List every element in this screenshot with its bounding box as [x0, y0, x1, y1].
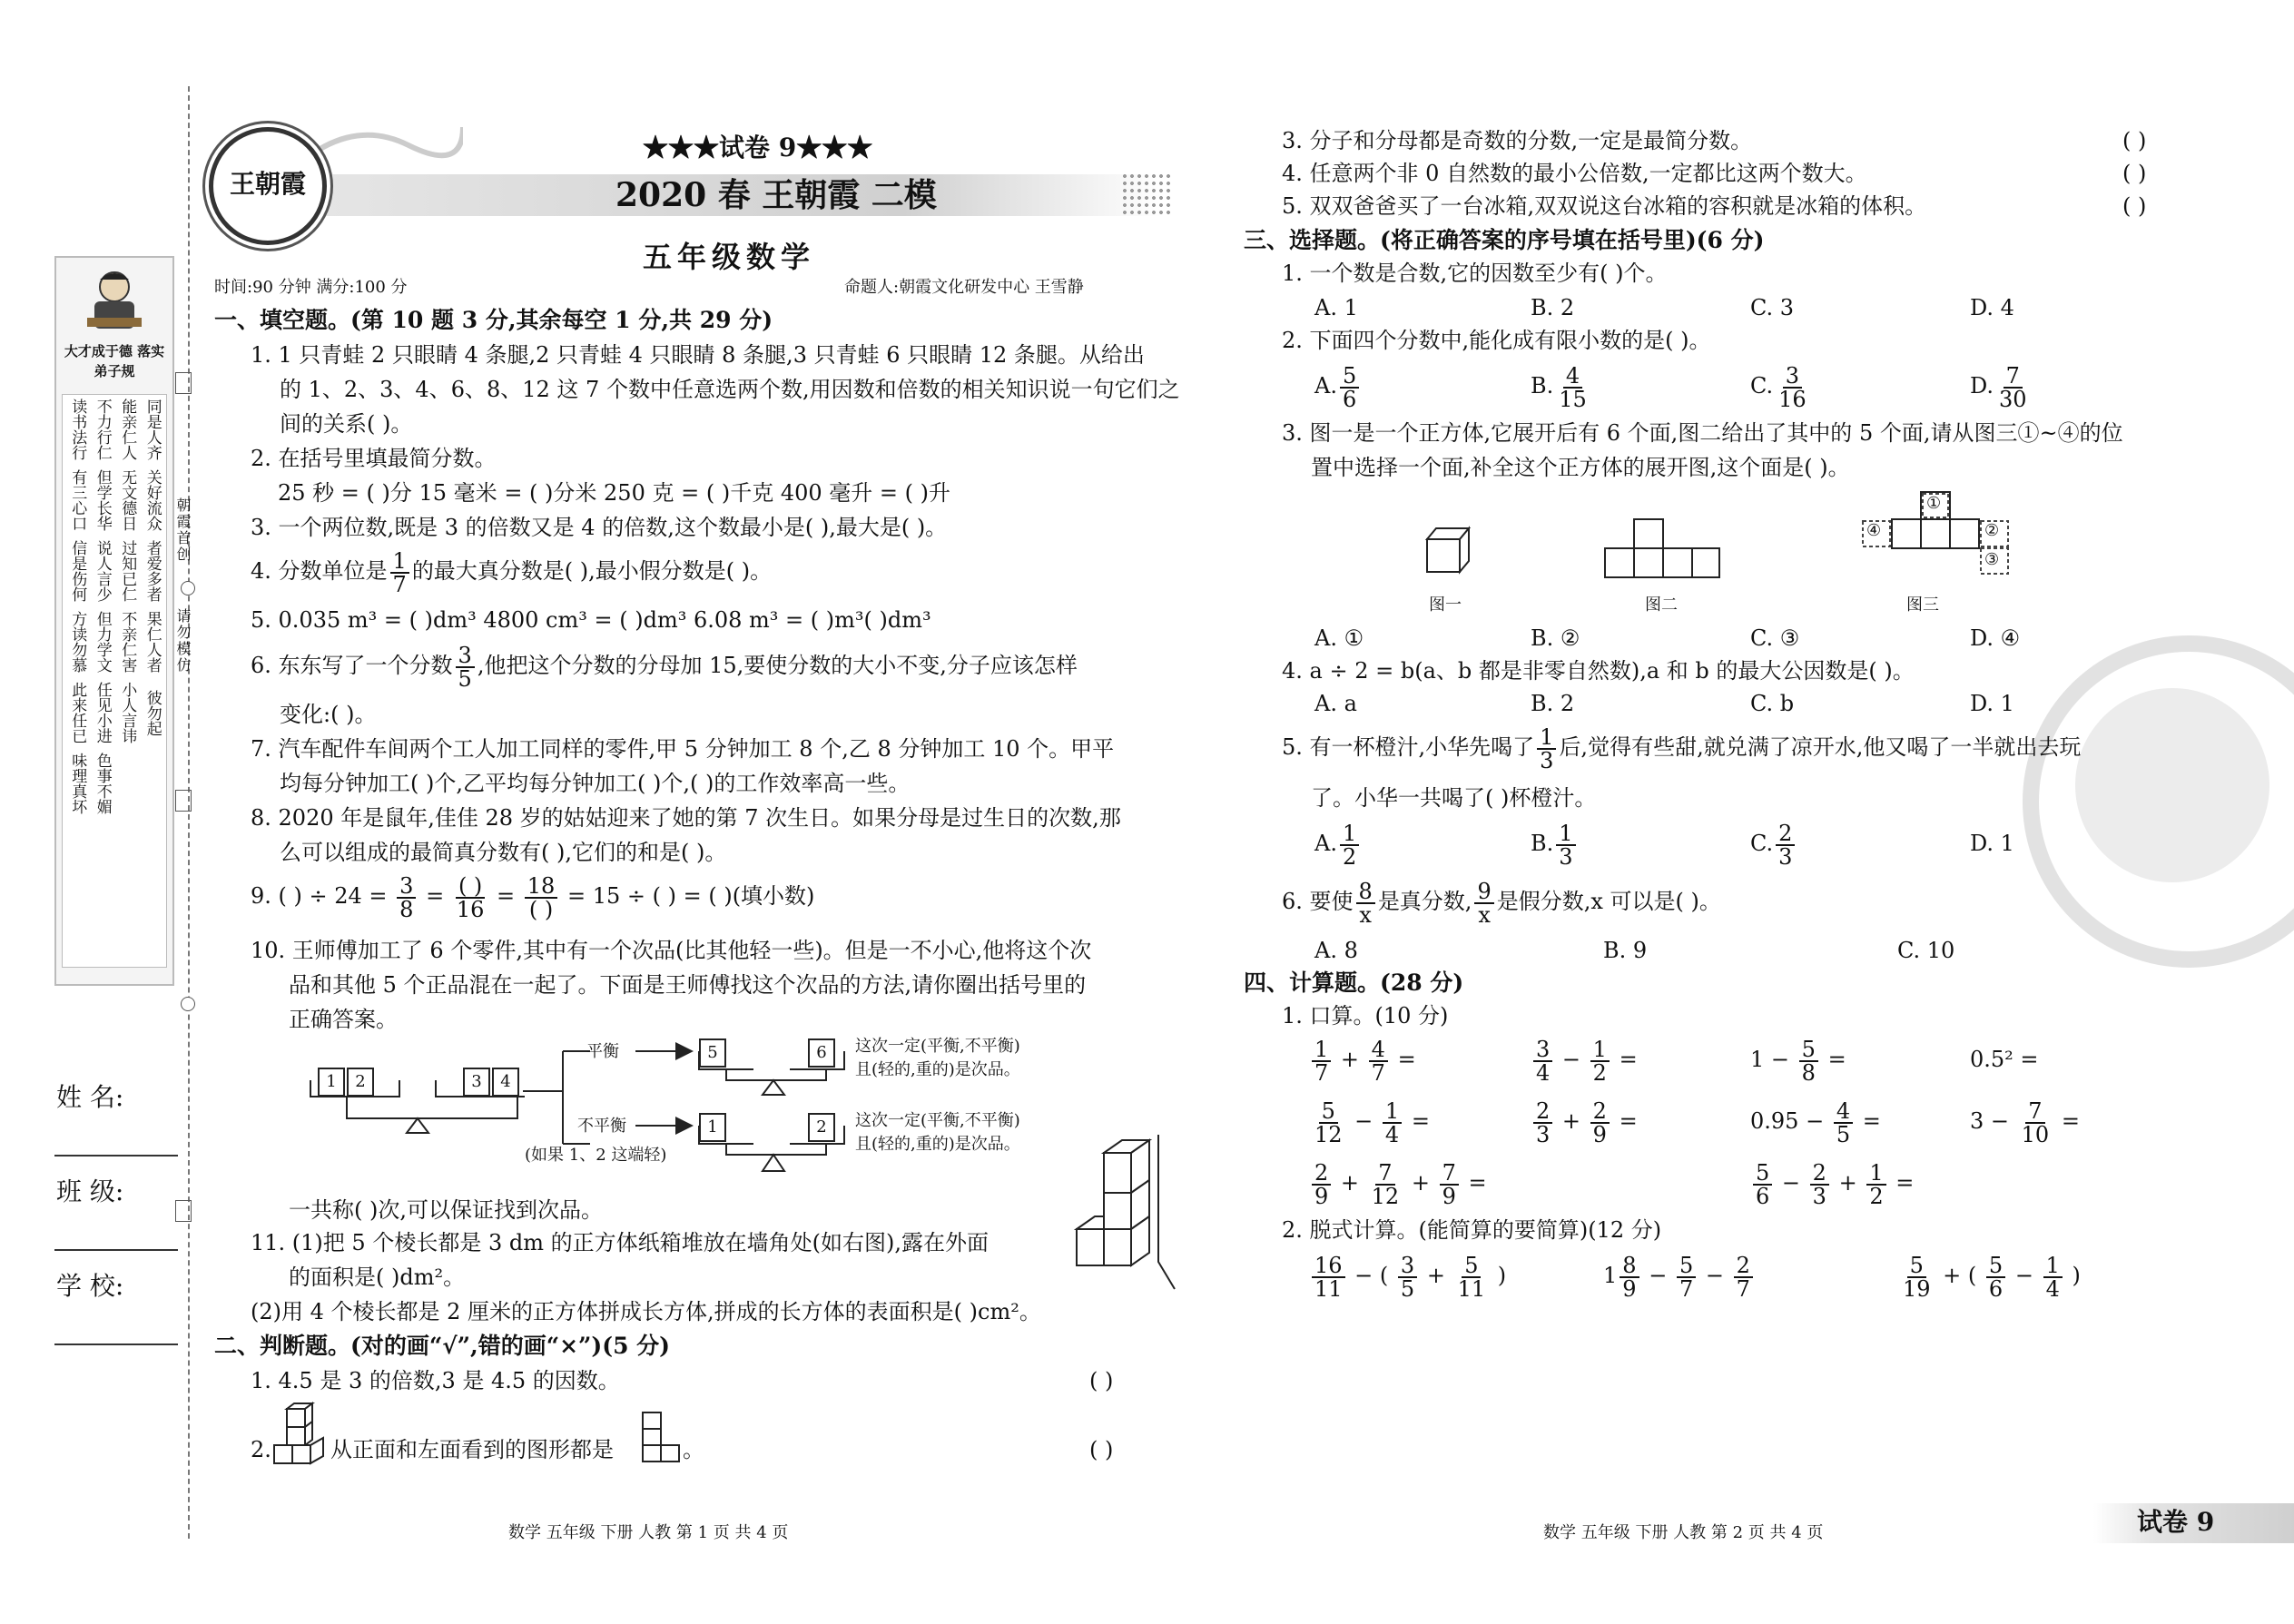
- logo-text: 王朝霞: [229, 169, 306, 199]
- choice-5-line2: 了。小华一共喝了( )杯橙汁。: [1311, 785, 1597, 811]
- vertical-note-1: 朝霞首创: [174, 497, 192, 563]
- judge-2-text: 从正面和左面看到的图形都是: [330, 1437, 614, 1462]
- maxim-5: 但学长华: [93, 469, 112, 531]
- maxim-12: 方读勿慕: [68, 611, 87, 673]
- section-calc-title: 四、计算题。(28 分): [1244, 969, 1464, 996]
- step-calc-title: 2. 脱式计算。(能简算的要简算)(12 分): [1282, 1217, 1662, 1243]
- author: 命题人:朝霞文化研发中心 王雪静: [844, 278, 1084, 297]
- q2-line2: 25 秒 = ( )分 15 毫米 = ( )分米 250 克 = ( )千克 400 毫升 = ( )升: [278, 480, 950, 506]
- name-label: 姓 名:: [56, 1082, 124, 1112]
- binding-hole-2: [181, 997, 195, 1011]
- maxim-8: 信是伤何: [68, 540, 87, 602]
- choice-6: 6. 要使 $\frac{8}{x}$ 是真分数, $\frac{9}{x}$ 是假分数,x 可以是( )。: [1282, 878, 1721, 928]
- q6: 6. 东东写了一个分数 $\frac{3}{5}$ ,他把这个分数的分母加 15,要使分数的大小不变,分子应该怎样: [251, 642, 1078, 692]
- maxim-13: 但力学文: [93, 611, 112, 673]
- weight-2: 2: [347, 1068, 374, 1097]
- step-3: $\frac{5}{19}$ + ( $\frac{5}{6}$ − $\frac{1}{4}$ ): [1903, 1252, 2081, 1302]
- oral-9: $\frac{2}{9}$ + $\frac{7}{12}$ + $\frac{7}{9}$ =: [1309, 1156, 1487, 1209]
- fig-label-3: 图三: [1906, 595, 1939, 615]
- weight-5: 5: [699, 1038, 726, 1068]
- choice-5-d[interactable]: D. 1: [1970, 831, 2014, 856]
- maxim-18: 小人言讳: [118, 682, 137, 743]
- maxim-7: 关好流众: [143, 469, 162, 531]
- fig-label-2: 图二: [1645, 595, 1678, 615]
- choice-6-a[interactable]: A. 8: [1314, 938, 1358, 963]
- mascot-icon: [82, 269, 147, 332]
- judge-4: 4. 任意两个非 0 自然数的最小公倍数,一定都比这两个数大。: [1282, 161, 1867, 186]
- oral-calc-title: 1. 口算。(10 分): [1282, 1003, 1449, 1029]
- weight-4: 4: [492, 1068, 519, 1097]
- motto-panel: [54, 256, 174, 986]
- maxim-17: 任见小进: [93, 682, 112, 743]
- balance-up-label: 平衡: [586, 1042, 619, 1061]
- oral-6: $\frac{2}{3}$ + $\frac{2}{9}$ =: [1531, 1095, 1638, 1147]
- judge-5-paren[interactable]: ( ): [2122, 193, 2147, 219]
- weight-1b: 1: [699, 1113, 726, 1142]
- net-mark-1: ①: [1926, 494, 1942, 513]
- q1-line1: 1. 1 只青蛙 2 只眼睛 4 条腿,2 只青蛙 4 只眼睛 8 条腿,3 只青蛙 6 只眼睛 12 条腿。从给出: [251, 342, 1145, 368]
- exam-name: 2020 春 王朝霞 二模: [615, 176, 937, 214]
- oral-10: $\frac{5}{6}$ − $\frac{2}{3}$ + $\frac{1}{2}$ =: [1750, 1156, 1914, 1209]
- fig-label-1: 图一: [1429, 595, 1462, 615]
- maxim-20: 味理真坏: [68, 753, 87, 814]
- choice-4-d[interactable]: D. 1: [1970, 691, 2014, 716]
- net-mark-3: ③: [1984, 550, 2000, 569]
- q7-line1: 7. 汽车配件车间两个工人加工同样的零件,甲 5 分钟加工 8 个,乙 8 分钟加工 10 个。甲平: [251, 736, 1115, 762]
- oral-7: 0.95 − $\frac{4}{5}$ =: [1750, 1097, 1881, 1147]
- q11-line3: (2)用 4 个棱长都是 2 厘米的正方体拼成长方体,拼成的长方体的表面积是( )cm²。: [251, 1299, 1041, 1324]
- footer-right: 数学 五年级 下册 人教 第 2 页 共 4 页: [1543, 1523, 1824, 1542]
- balance-down-label: 不平衡: [577, 1117, 626, 1136]
- judge-1: 1. 4.5 是 3 的倍数,3 是 4.5 的因数。: [251, 1368, 620, 1393]
- choice-1-c[interactable]: C. 3: [1750, 295, 1795, 320]
- q1-line2: 的 1、2、3、4、6、8、12 这 7 个数中任意选两个数,用因数和倍数的相关知识说一句它们之: [280, 377, 1180, 402]
- seal-mark-3: [175, 1200, 192, 1222]
- oral-1: $\frac{1}{7}$ + $\frac{4}{7}$ =: [1309, 1033, 1416, 1086]
- maxim-6: 无文德日: [118, 469, 137, 531]
- net-mark-4: ④: [1866, 521, 1882, 540]
- oral-3: 1 − $\frac{5}{8}$ =: [1750, 1036, 1846, 1086]
- judge-2-view-figure: [641, 1411, 683, 1465]
- balance-down-note2: 且(轻的,重的)是次品。: [855, 1135, 1020, 1154]
- q9: 9. ( ) ÷ 24 = $\frac{3}{8}$ = $\frac{( )}{16}$ = $\frac{18}{( )}$ = 15 ÷ ( ) = ( )(填小数): [251, 872, 815, 922]
- maxim-16: 此来任已: [68, 682, 87, 743]
- choice-4-a[interactable]: A. a: [1314, 691, 1357, 716]
- maxim-2: 能亲仁人: [118, 399, 137, 460]
- ribbon-sweep: [300, 109, 463, 172]
- choice-3-line2: 置中选择一个面,补全这个正方体的展开图,这个面是( )。: [1311, 455, 1850, 480]
- judge-4-paren[interactable]: ( ): [2122, 161, 2147, 186]
- q3: 3. 一个两位数,既是 3 的倍数又是 4 的倍数,这个数最小是( ),最大是( )。: [251, 515, 948, 540]
- weight-3: 3: [463, 1068, 490, 1097]
- section-fill-title: 一、填空题。(第 10 题 3 分,其余每空 1 分,共 29 分): [214, 307, 773, 333]
- q4-fraction: $\frac{1}{7}$: [390, 550, 409, 595]
- q4: 4. 分数单位是 $\frac{1}{7}$ 的最大真分数是( ),最小假分数是( )。: [251, 547, 773, 597]
- choice-3-c[interactable]: C. ③: [1750, 625, 1800, 651]
- choice-6-c[interactable]: C. 10: [1897, 938, 1955, 963]
- weight-1: 1: [318, 1068, 345, 1097]
- maxim-10: 过知已仁: [118, 540, 137, 602]
- header-dotted: [1121, 172, 1170, 218]
- judge-2-end: 。: [683, 1437, 704, 1462]
- judge-1-paren[interactable]: ( ): [1089, 1368, 1114, 1393]
- binding-hole-1: [181, 581, 195, 595]
- choice-2-d[interactable]: D. $\frac{7}{30}$: [1970, 362, 2027, 412]
- judge-3-paren[interactable]: ( ): [2122, 128, 2147, 153]
- choice-6-b[interactable]: B. 9: [1603, 938, 1648, 963]
- class-field[interactable]: [54, 1249, 178, 1251]
- judge-2-paren[interactable]: ( ): [1089, 1437, 1114, 1462]
- cube-stack-figure: [1068, 1135, 1177, 1298]
- choice-2: 2. 下面四个分数中,能化成有限小数的是( )。: [1282, 328, 1711, 353]
- choice-3-d[interactable]: D. ④: [1970, 625, 2021, 651]
- balance-up-note1: 这次一定(平衡,不平衡): [855, 1037, 1020, 1056]
- q2-line1: 2. 在括号里填最简分数。: [251, 446, 497, 471]
- q6-fraction: $\frac{3}{5}$: [456, 645, 475, 690]
- watermark-seal: [2023, 635, 2294, 968]
- q8-line1: 8. 2020 年是鼠年,佳佳 28 岁的姑姑迎来了她的第 7 次生日。如果分母是过生日的次数,那: [251, 805, 1121, 831]
- q5: 5. 0.035 m³ = ( )dm³ 4800 cm³ = ( )dm³ 6.08 m³ = ( )m³( )dm³: [251, 607, 931, 633]
- judge-2-num: 2.: [251, 1437, 271, 1462]
- choice-2-b[interactable]: B. $\frac{4}{15}$: [1531, 362, 1587, 412]
- cube-net-figure-2: [1603, 517, 1721, 579]
- corner-label: 试卷 9: [2137, 1507, 2215, 1537]
- q10-line3: 正确答案。: [289, 1007, 398, 1032]
- footer-left: 数学 五年级 下册 人教 第 1 页 共 4 页: [508, 1523, 789, 1542]
- vertical-note-2: 请勿模仿: [174, 608, 192, 674]
- oral-5: $\frac{5}{12}$ − $\frac{1}{4}$ =: [1314, 1097, 1430, 1147]
- cube-figure-1: [1423, 525, 1474, 576]
- q6-line2: 变化:( )。: [280, 702, 377, 727]
- q7-line2: 均每分钟加工( )个,乙平均每分钟加工( )个,( )的工作效率高一些。: [280, 771, 911, 796]
- school-label: 学 校:: [56, 1271, 124, 1301]
- maxim-15: 果仁人者: [143, 611, 162, 673]
- maxim-3: 同是人齐: [143, 399, 162, 460]
- maxim-14: 不亲仁害: [118, 611, 137, 673]
- maxim-9: 说人言少: [93, 540, 112, 602]
- judge-2-cubes-figure: [272, 1402, 327, 1465]
- balance-down-cond: (如果 1、2 这端轻): [525, 1146, 667, 1165]
- choice-2-a[interactable]: A. $\frac{5}{6}$: [1314, 359, 1362, 412]
- choice-1: 1. 一个数是合数,它的因数至少有( )个。: [1282, 261, 1668, 286]
- weight-6: 6: [808, 1038, 835, 1068]
- choice-5-a[interactable]: A. $\frac{1}{2}$: [1314, 817, 1362, 870]
- q11-line2: 的面积是( )dm²。: [289, 1265, 466, 1290]
- choice-5-c[interactable]: C. $\frac{2}{3}$: [1750, 817, 1797, 870]
- q11-line1: 11. (1)把 5 个棱长都是 3 dm 的正方体纸箱堆放在墙角处(如右图),露在外面: [251, 1230, 989, 1255]
- maxim-19: 彼勿起: [143, 689, 162, 736]
- exam-series: ★★★试卷 9★★★: [643, 133, 873, 162]
- choice-4-b[interactable]: B. 2: [1531, 691, 1575, 716]
- step-1: $\frac{16}{11}$ − ( $\frac{3}{5}$ + $\frac{5}{11}$ ): [1309, 1249, 1506, 1302]
- choice-4: 4. a ÷ 2 = b(a、b 都是非零自然数),a 和 b 的最大公因数是( )。: [1282, 658, 1915, 684]
- oral-4: 0.5² =: [1970, 1047, 2039, 1072]
- q10-end: 一共称( )次,可以保证找到次品。: [289, 1197, 603, 1223]
- choice-3-b[interactable]: B. ②: [1531, 625, 1580, 651]
- judge-3: 3. 分子和分母都是奇数的分数,一定是最简分数。: [1282, 128, 1753, 153]
- section-judge-title: 二、判断题。(对的画“√”,错的画“×”)(5 分): [214, 1333, 671, 1359]
- binding-line: [188, 86, 190, 1539]
- seal-mark-1: [175, 372, 192, 394]
- name-field[interactable]: [54, 1155, 178, 1156]
- time-score: 时间:90 分钟 满分:100 分: [214, 278, 408, 297]
- choice-5: 5. 有一杯橙汁,小华先喝了 $\frac{1}{3}$ 后,觉得有些甜,就兑满了凉开水,他又喝了一半就出去玩: [1282, 723, 2082, 773]
- oral-8: 3 − $\frac{7}{10}$ =: [1970, 1097, 2080, 1147]
- oral-2: $\frac{3}{4}$ − $\frac{1}{2}$ =: [1531, 1033, 1638, 1086]
- maxim-11: 者爱多者: [143, 540, 162, 602]
- q8-line2: 么可以组成的最简真分数有( ),它们的和是( )。: [280, 840, 727, 865]
- maxim-1: 不力行仁: [93, 399, 112, 460]
- maxim-21: 色事不媚: [93, 753, 112, 814]
- motto-text: 大才成于德 落实弟子规: [64, 343, 165, 379]
- judge-5: 5. 双双爸爸买了一台冰箱,双双说这台冰箱的容积就是冰箱的体积。: [1282, 193, 1927, 219]
- choice-5-b[interactable]: B. $\frac{1}{3}$: [1531, 817, 1579, 870]
- brand-logo: [209, 127, 327, 245]
- step-2: 1 $\frac{8}{9}$ − $\frac{5}{7}$ − $\frac{2}{7}$: [1603, 1249, 1756, 1302]
- maxim-0: 读书法行: [68, 399, 87, 460]
- balance-up-note2: 且(轻的,重的)是次品。: [855, 1060, 1020, 1079]
- cube-net-figure-3: [1861, 488, 2015, 606]
- net-mark-2: ②: [1984, 521, 2000, 540]
- choice-1-d[interactable]: D. 4: [1970, 295, 2014, 320]
- weight-2b: 2: [808, 1113, 835, 1142]
- q10-line1: 10. 王师傅加工了 6 个零件,其中有一个次品(比其他轻一些)。但是一不小心,他将这个次: [251, 938, 1092, 963]
- q1-line3: 间的关系( )。: [280, 411, 413, 437]
- choice-1-b[interactable]: B. 2: [1531, 295, 1575, 320]
- subject-title: 五年级数学: [643, 240, 816, 274]
- choice-2-c[interactable]: C. $\frac{3}{16}$: [1750, 362, 1807, 412]
- balance-diagram: [300, 1035, 1153, 1198]
- seal-mark-2: [175, 790, 192, 812]
- maxims-box: [62, 394, 167, 968]
- balance-down-note1: 这次一定(平衡,不平衡): [855, 1111, 1020, 1130]
- class-label: 班 级:: [56, 1176, 124, 1206]
- maxim-4: 有三心口: [68, 469, 87, 531]
- school-field[interactable]: [54, 1343, 178, 1345]
- choice-3-line1: 3. 图一是一个正方体,它展开后有 6 个面,图二给出了其中的 5 个面,请从图三①~④的位: [1282, 420, 2123, 446]
- choice-4-c[interactable]: C. b: [1750, 691, 1795, 716]
- choice-1-a[interactable]: A. 1: [1314, 295, 1358, 320]
- section-choice-title: 三、选择题。(将正确答案的序号填在括号里)(6 分): [1244, 227, 1765, 253]
- choice-3-a[interactable]: A. ①: [1314, 625, 1364, 651]
- q10-line2: 品和其他 5 个正品混在一起了。下面是王师傅找这个次品的方法,请你圈出括号里的: [289, 972, 1087, 998]
